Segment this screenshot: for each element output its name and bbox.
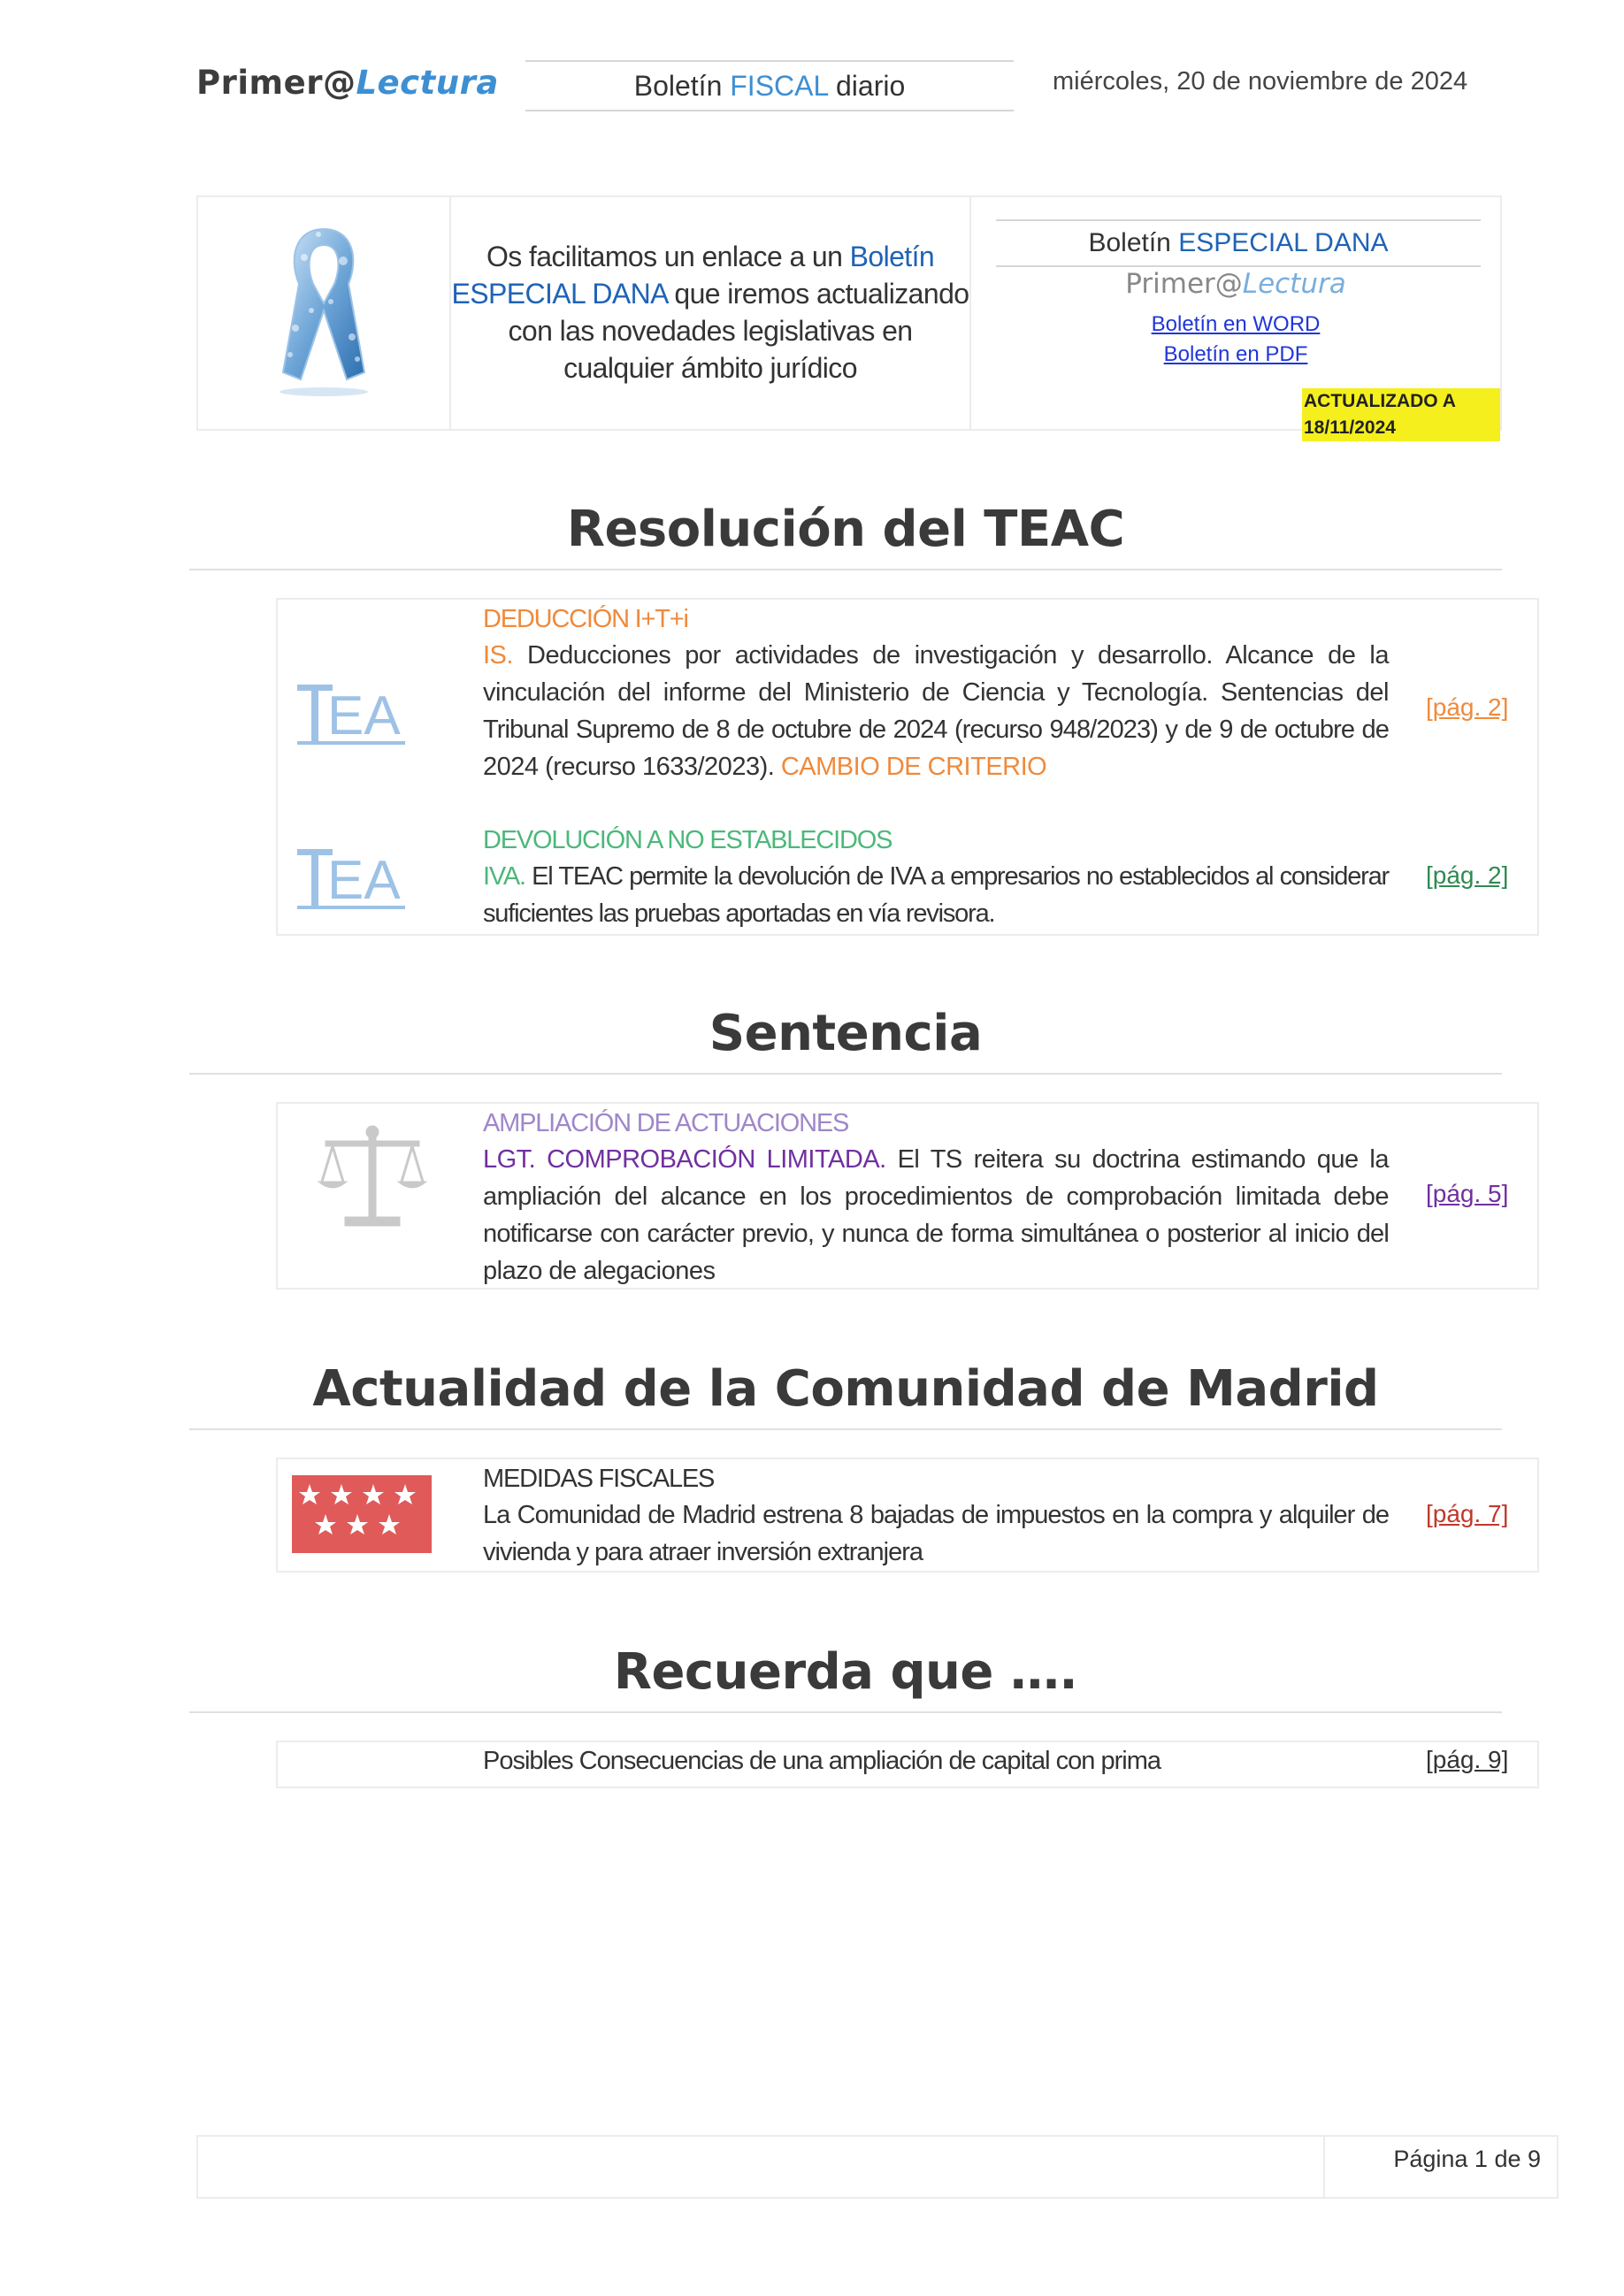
section-title-madrid: Actualidad de la Comunidad de Madrid bbox=[312, 1360, 1379, 1418]
dana-links-cell bbox=[971, 197, 1500, 438]
page-link[interactable]: [pág. 2] bbox=[1426, 861, 1509, 889]
section-title-sentencia: Sentencia bbox=[709, 1005, 983, 1062]
bulletin-date: miércoles, 20 de noviembre de 2024 bbox=[1053, 67, 1468, 96]
updated-badge: ACTUALIZADO A 18/11/2024 bbox=[1302, 388, 1500, 441]
dana-message-cell bbox=[451, 197, 971, 429]
dana-brand-logo: Primer@Lectura bbox=[1125, 268, 1346, 300]
page-link[interactable]: [pág. 7] bbox=[1426, 1500, 1509, 1527]
page-footer bbox=[196, 2135, 1559, 2199]
page-link[interactable]: [pág. 2] bbox=[1426, 693, 1509, 721]
dana-title: Boletín ESPECIAL DANA bbox=[996, 219, 1481, 267]
section-rule bbox=[189, 1711, 1502, 1713]
link-boletin-pdf[interactable]: Boletín en PDF bbox=[1163, 342, 1308, 366]
page-link[interactable]: [pág. 9] bbox=[1426, 1746, 1509, 1773]
section-title-teac: Resolución del TEAC bbox=[566, 501, 1125, 558]
tea-logo-icon bbox=[295, 681, 407, 748]
section-rule bbox=[189, 1073, 1502, 1075]
item-heading: MEDIDAS FISCALES bbox=[483, 1465, 715, 1493]
item-text: IVA. El TEAC permite la devolución de IVA a empresarios no establecidos al considerar suficientes las pruebas aportadas en vía revisora. bbox=[483, 862, 1389, 928]
page-number: Página 1 de 9 bbox=[1393, 2146, 1541, 2172]
item-heading: DEVOLUCIÓN A NO ESTABLECIDOS bbox=[483, 826, 892, 854]
scales-icon bbox=[313, 1120, 432, 1238]
tea-logo-icon bbox=[295, 846, 407, 913]
title-part2: FISCAL bbox=[730, 70, 829, 102]
page-link[interactable]: [pág. 5] bbox=[1426, 1180, 1509, 1207]
footer-divider bbox=[1323, 2137, 1325, 2197]
dana-box bbox=[196, 195, 1502, 438]
svg-text:EA: EA bbox=[327, 850, 401, 911]
awareness-ribbon-icon bbox=[269, 222, 379, 399]
madrid-flag-icon bbox=[292, 1475, 432, 1553]
dana-message: Os facilitamos un enlace a un Boletín ESPECIAL DANA que iremos actualizando con las novedades legislativas en cualquier ámbito jurídico bbox=[451, 241, 969, 384]
item-text: Posibles Consecuencias de una ampliación de capital con prima bbox=[483, 1747, 1161, 1775]
item-text: La Comunidad de Madrid estrena 8 bajadas de impuestos en la compra y alquiler de vivienda y para atraer inversión extranjera bbox=[483, 1501, 1389, 1566]
item-heading: AMPLIACIÓN DE ACTUACIONES bbox=[483, 1109, 849, 1137]
title-part3: diario bbox=[828, 70, 906, 102]
dana-ribbon-cell bbox=[198, 197, 451, 429]
svg-text:EA: EA bbox=[327, 685, 401, 746]
title-part1: Boletín bbox=[633, 70, 731, 102]
brand-part2: Lectura bbox=[356, 64, 499, 102]
item-heading: DEDUCCIÓN I+T+i bbox=[483, 605, 688, 633]
section-rule bbox=[189, 569, 1502, 570]
section-rule bbox=[189, 1428, 1502, 1430]
item-text: IS. Deducciones por actividades de investigación y desarrollo. Alcance de la vinculación del informe del Ministerio de Ciencia y Tecnología. Sentencias del Tribunal Supremo de 8 de octubre de 2024 (recurso 948/2023) y de 9 de octubre de 2024 (recurso 1633/2023). CAMBIO DE CRITERIO bbox=[483, 641, 1389, 781]
link-boletin-word[interactable]: Boletín en WORD bbox=[1151, 312, 1321, 336]
section-title-recuerda: Recuerda que …. bbox=[613, 1643, 1078, 1701]
bulletin-title bbox=[525, 60, 1014, 111]
brand-logo bbox=[196, 64, 499, 102]
item-text: LGT. COMPROBACIÓN LIMITADA. El TS reitera su doctrina estimando que la ampliación del alcance en los procedimientos de comprobación limitada debe notificarse con carácter previo, y nunca de forma simultánea o posterior al inicio del plazo de alegaciones bbox=[483, 1145, 1389, 1285]
brand-part1: Primer@ bbox=[196, 64, 356, 102]
